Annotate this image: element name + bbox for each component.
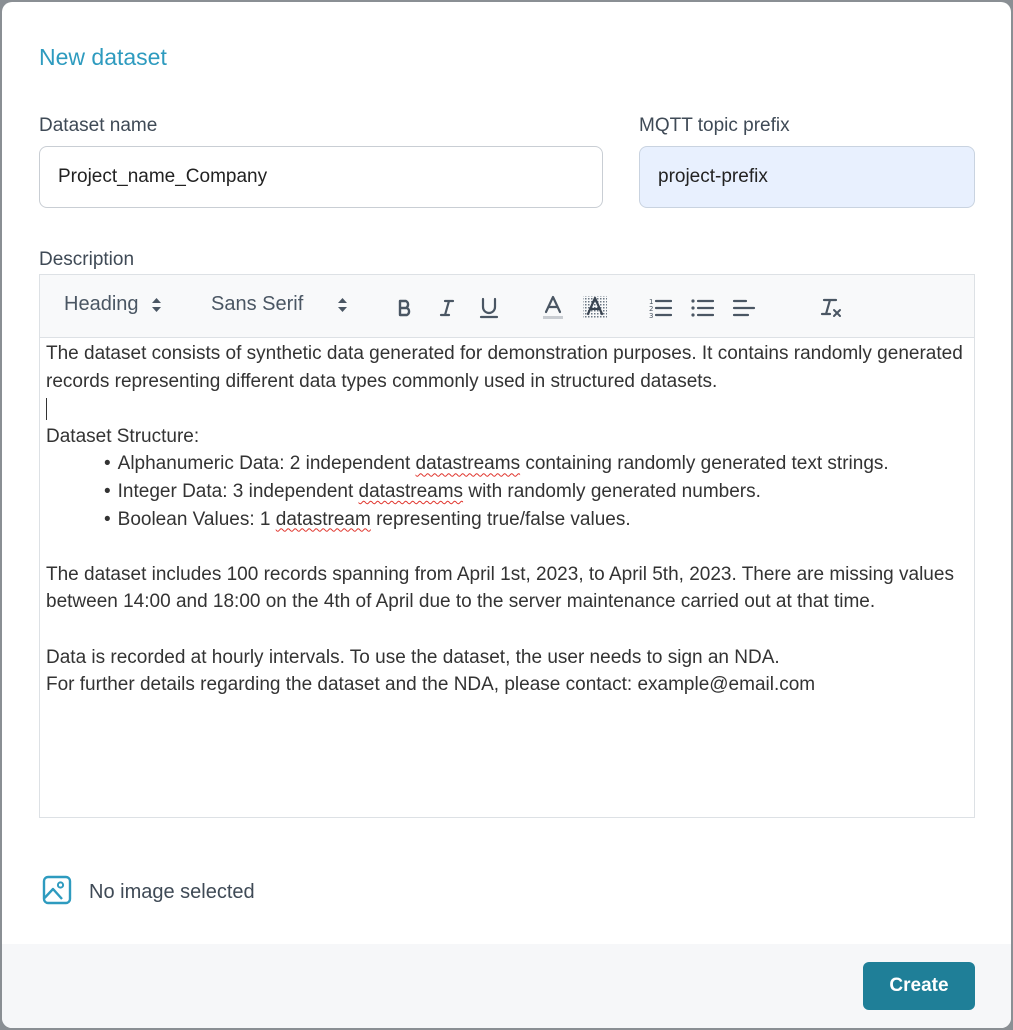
bullet-list-icon[interactable] (687, 293, 717, 323)
italic-icon[interactable] (432, 293, 462, 323)
clear-format-icon[interactable] (817, 293, 847, 323)
image-status: No image selected (89, 881, 255, 903)
editor-content[interactable] (40, 338, 974, 699)
create-button[interactable]: Create (863, 962, 975, 1010)
dataset-name-input[interactable] (39, 146, 603, 208)
font-select[interactable] (211, 293, 348, 316)
list-item (104, 506, 968, 534)
underline-icon[interactable] (474, 293, 504, 323)
empty-line (46, 395, 968, 423)
image-icon[interactable] (42, 875, 72, 910)
list-item (104, 450, 968, 478)
svg-text:2: 2 (649, 305, 654, 313)
list-item-text: Boolean Values: 1 (117, 508, 276, 530)
structure-heading: Dataset Structure: (46, 425, 200, 447)
description-paragraph: The dataset consists of synthetic data generated for demonstration purposes. It contains randomly generated records representing different data types commonly used in structured datasets. (46, 343, 963, 392)
background-color-icon[interactable] (580, 293, 610, 323)
heading-select[interactable] (64, 293, 162, 316)
heading-select-value: Heading (64, 293, 139, 315)
list-item-text: containing randomly generated text strings. (520, 453, 889, 475)
svg-text:3: 3 (649, 312, 654, 319)
misspelled-word: datastreams (358, 480, 464, 502)
misspelled-word: datastream (275, 508, 371, 530)
editor-toolbar (40, 275, 974, 338)
list-item-text: with randomly generated numbers. (463, 480, 761, 502)
description-label: Description (39, 249, 135, 270)
new-dataset-modal (2, 2, 1011, 1028)
dataset-name-label: Dataset name (39, 115, 158, 136)
empty-line (46, 616, 968, 644)
ordered-list-icon[interactable] (645, 293, 675, 323)
modal-footer (2, 944, 1011, 1028)
description-paragraph: The dataset includes 100 records spanning from April 1st, 2023, to April 5th, 2023. There are missing values between 14:00 and 18:00 on the 4th of April due to the server maintenance carried out at that time. (46, 563, 954, 613)
svg-text:1: 1 (649, 298, 654, 306)
description-paragraph: For further details regarding the dataset and the NDA, please contact: example@email.com (46, 674, 816, 696)
bold-icon[interactable] (390, 293, 420, 323)
misspelled-word: datastreams (415, 453, 521, 475)
select-arrows-icon (337, 296, 348, 314)
modal-title: New dataset (39, 44, 167, 70)
list-item-text: representing true/false values. (370, 508, 631, 530)
align-left-icon[interactable] (729, 293, 759, 323)
structure-list (46, 450, 968, 533)
select-arrows-icon (151, 296, 162, 314)
empty-line (46, 533, 968, 561)
list-item-text: Integer Data: 3 independent (117, 480, 359, 502)
image-picker[interactable] (42, 875, 255, 910)
font-select-value: Sans Serif (211, 293, 304, 315)
description-editor (39, 274, 975, 818)
list-item-text: Alphanumeric Data: 2 independent (117, 453, 416, 475)
mqtt-prefix-label: MQTT topic prefix (639, 115, 790, 136)
mqtt-prefix-input[interactable] (639, 146, 975, 208)
text-caret (46, 398, 47, 420)
list-item (104, 478, 968, 506)
text-color-icon[interactable] (538, 293, 568, 323)
description-paragraph: Data is recorded at hourly intervals. To use the dataset, the user needs to sign an NDA. (46, 646, 780, 668)
